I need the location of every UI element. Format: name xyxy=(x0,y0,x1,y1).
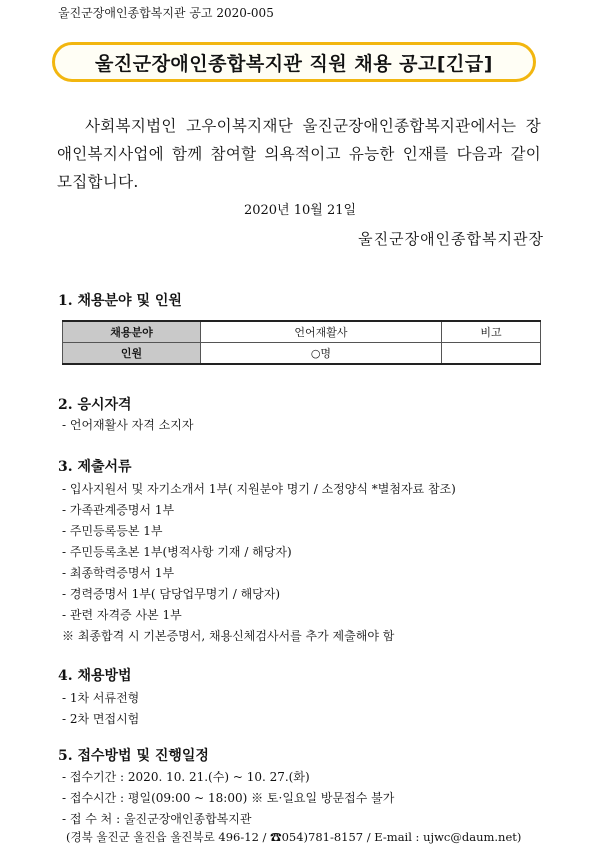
list-item: - 최종학력증명서 1부 xyxy=(62,566,175,580)
list-item: - 1차 서류전형 xyxy=(62,691,140,705)
page-title: 울진군장애인종합복지관 직원 채용 공고[긴급] xyxy=(95,52,493,75)
list-item: - 2차 면접시험 xyxy=(62,712,140,726)
list-item: - 주민등록초본 1부(병적사항 기재 / 해당자) xyxy=(62,545,292,559)
list-item: - 관련 자격증 사본 1부 xyxy=(62,608,182,622)
note-item: ※ 최종합격 시 기본증명서, 채용신체검사서를 추가 제출해야 함 xyxy=(62,629,395,643)
list-item: - 접수시간 : 평일(09:00 ~ 18:00) ※ 토·일요일 방문접수 불가 xyxy=(62,791,395,805)
table-header-cell: 채용분야 xyxy=(63,321,201,343)
table-header-cell: 인원 xyxy=(63,343,201,365)
table-cell xyxy=(441,343,540,365)
list-item: - 언어재활사 자격 소지자 xyxy=(62,418,194,432)
list-item: - 경력증명서 1부( 담당업무명기 / 해당자) xyxy=(62,587,281,601)
table-row xyxy=(63,321,541,343)
list-item: - 접 수 처 : 울진군장애인종합복지관 xyxy=(62,812,252,826)
table-cell: ○명 xyxy=(201,343,442,365)
table-row xyxy=(63,343,541,365)
title-banner xyxy=(52,42,536,82)
announcement-date: 2020년 10월 21일 xyxy=(243,203,357,218)
intro-paragraph: 사회복지법인 고우이복지재단 울진군장애인종합복지관에서는 장애인복지사업에 함께 참여할 의욕적이고 유능한 인재를 다음과 같이 모집합니다. xyxy=(57,117,541,191)
document-number: 울진군장애인종합복지관 공고 2020-005 xyxy=(58,6,274,20)
section-heading-schedule: 5. 접수방법 및 진행일정 xyxy=(58,748,209,764)
list-item: - 주민등록등본 1부 xyxy=(62,524,163,538)
section-heading-qualification: 2. 응시자격 xyxy=(58,397,132,413)
section-heading-documents: 3. 제출서류 xyxy=(58,459,132,475)
section-heading-method: 4. 채용방법 xyxy=(58,668,132,684)
contact-info: (경북 울진군 울진읍 울진북로 496-12 / ☎054)781-8157 / E-mail : ujwc@daum.net) xyxy=(66,830,522,844)
table-cell: 언어재활사 xyxy=(201,321,442,343)
list-item: - 접수기간 : 2020. 10. 21.(수) ~ 10. 27.(화) xyxy=(62,770,310,784)
list-item: - 입사지원서 및 자기소개서 1부( 지원분야 명기 / 소정양식 *별첨자료 참조) xyxy=(62,482,456,496)
table-cell: 비고 xyxy=(441,321,540,343)
list-item: - 가족관계증명서 1부 xyxy=(62,503,175,517)
signer: 울진군장애인종합복지관장 xyxy=(358,230,544,248)
section-heading-recruitment: 1. 채용분야 및 인원 xyxy=(58,293,182,309)
recruitment-table xyxy=(62,320,541,365)
